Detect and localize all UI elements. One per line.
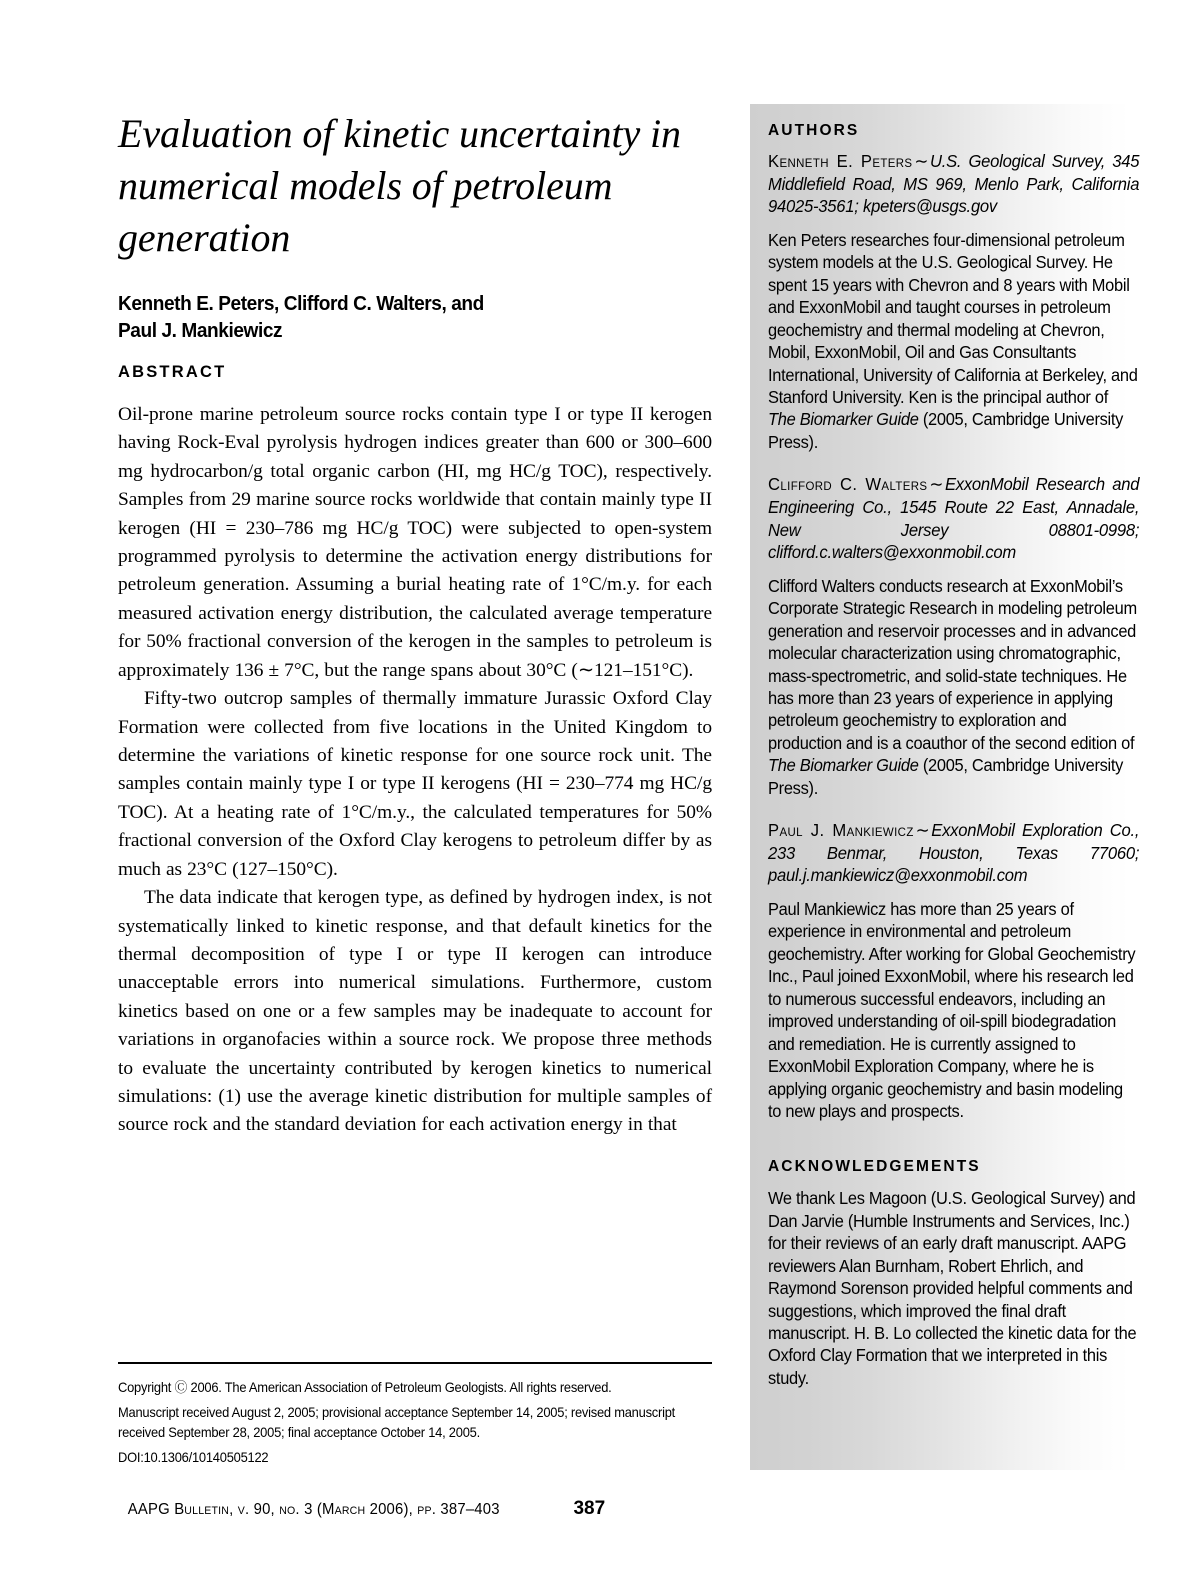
journal-citation: AAPG Bulletin, v. 90, no. 3 (March 2006), pp. 387–403 bbox=[127, 1501, 500, 1518]
author-affiliation: ExxonMobil Research and Engineering Co., 1545 Route 22 East, Annadale, New Jersey 08801-0998; clifford.c.walters@exxonmobil.com bbox=[768, 474, 1140, 563]
byline bbox=[118, 290, 670, 345]
book-title: The Biomarker Guide bbox=[768, 755, 919, 776]
author-name: Clifford C. Walters bbox=[768, 474, 928, 495]
abstract-section bbox=[118, 363, 712, 1140]
abstract-paragraph: Fifty-two outcrop samples of thermally immature Jurassic Oxford Clay Formation were collected from five locations in the United Kingdom to determine the variations of kinetic response for one source rock unit. The samples contain mainly type I or type II kerogens (HI = 230–774 mg HC/g TOC). At a heating rate of 1°C/m.y., the calculated temperatures for 50% fractional conversion of the Oxford Clay kerogens to petroleum differ by as much as 23°C (127–150°C). bbox=[118, 688, 712, 880]
author-affiliation: ExxonMobil Exploration Co., 233 Benmar, Houston, Texas 77060; paul.j.mankiewicz@exxonmobil.com bbox=[768, 820, 1140, 886]
author-name: Kenneth E. Peters bbox=[768, 151, 913, 171]
authors-heading: AUTHORS bbox=[768, 122, 860, 139]
authors-sidebar bbox=[750, 104, 1145, 1470]
author-bio-text: (2005, Cambridge University Press). bbox=[768, 409, 1124, 452]
author-bio-text: Clifford Walters conducts research at ExxonMobil’s Corporate Strategic Research in modeling petroleum generation and reservoir processes and in advanced molecular characterization using chromatographic, mass-spectrometric, and solid-state techniques. He has more than 23 years of experience in applying petroleum geochemistry to exploration and production and is a coauthor of the second edition of bbox=[768, 575, 1137, 753]
author-bio bbox=[768, 898, 1139, 1122]
page-title: Evaluation of kinetic uncertainty in numerical models of petroleum generation bbox=[118, 111, 681, 260]
author-bio-text: (2005, Cambridge University Press). bbox=[768, 755, 1124, 798]
author-bio bbox=[768, 229, 1139, 453]
copyright-line: Copyright Ⓒ 2006. The American Association of Petroleum Geologists. All rights reserved. bbox=[118, 1380, 612, 1395]
author-bio-text: Ken Peters researches four-dimensional petroleum system models at the U.S. Geological Survey. He spent 15 years with Chevron and 8 years with Mobil and ExxonMobil and taught courses in petroleum geochemistry and thermal modeling at Chevron, Mobil, ExxonMobil, Oil and Gas Consultants International, University of California at Berkeley, and Stanford University. Ken is the principal author of bbox=[768, 229, 1138, 407]
acknowledgements-heading: ACKNOWLEDGEMENTS bbox=[768, 1158, 981, 1176]
abstract-paragraph: Oil-prone marine petroleum source rocks contain type I or type II kerogen having Rock-Eval pyrolysis hydrogen indices greater than 600 or 300–600 mg hydrocarbon/g total organic carbon (HI, mg HC/g TOC), respectively. Samples from 29 marine source rocks worldwide that contain mainly type II kerogen (HI = 230–786 mg HC/g TOC) were subjected to open-system programmed pyrolysis to determine the activation energy distributions for petroleum generation. Assuming a burial heating rate of 1°C/m.y. for each measured activation energy distribution, the calculated average temperature for 50% fractional conversion of the kerogen in the samples to petroleum is approximately 136 ± 7°C, but the range spans about 30°C (∼121–151°C). bbox=[118, 403, 712, 681]
author-entry bbox=[768, 473, 1139, 564]
page-footer bbox=[120, 1498, 720, 1520]
manuscript-dates-line: Manuscript received August 2, 2005; provisional acceptance September 14, 2005; revised manuscript received September 28, 2005; final acceptance October 14, 2005. bbox=[118, 1404, 675, 1441]
page-number: 387 bbox=[573, 1498, 606, 1519]
byline-line-2: Paul J. Mankiewicz bbox=[118, 319, 283, 343]
tilde-separator: ∼ bbox=[915, 820, 930, 841]
abstract-paragraph: The data indicate that kerogen type, as defined by hydrogen index, is not systematically linked to kinetic response, and that default kinetics for the thermal decomposition of type I or type II kerogen can introduce unacceptable errors into numerical simulations. Furthermore, custom kinetics based on one or a few samples may be inadequate to account for variations in organofacies within a source rock. We propose three methods to evaluate the uncertainty contributed by kerogen kinetics to numerical simulations: (1) use the average kinetic distribution for multiple samples of source rock and the standard deviation for each activation energy in that bbox=[118, 887, 712, 1136]
author-entry bbox=[768, 150, 1139, 218]
footnote-divider bbox=[118, 1362, 712, 1364]
tilde-separator: ∼ bbox=[914, 151, 929, 171]
byline-line-1: Kenneth E. Peters, Clifford C. Walters, and bbox=[118, 292, 484, 315]
tilde-separator: ∼ bbox=[929, 474, 944, 495]
author-bio-text: Paul Mankiewicz has more than 25 years of experience in environmental and petroleum geochemistry. After working for Global Geochemistry Inc., Paul joined ExxonMobil, where his research led to numerous successful endeavors, including an improved understanding of oil-spill biodegradation and remediation. He is currently assigned to ExxonMobil Exploration Company, where he is applying organic geochemistry and basin modeling to new plays and prospects. bbox=[768, 899, 1136, 1121]
main-column bbox=[118, 108, 712, 1140]
author-entry bbox=[768, 819, 1139, 887]
abstract-heading: ABSTRACT bbox=[118, 362, 227, 381]
acknowledgements-body: We thank Les Magoon (U.S. Geological Survey) and Dan Jarvie (Humble Instruments and Services, Inc.) for their reviews of an early draft manuscript. AAPG reviewers Alan Burnham, Robert Ehrlich, and Raymond Sorenson provided helpful comments and suggestions, which improved the final draft manuscript. H. B. Lo collected the kinetic data for the Oxford Clay Formation that we interpreted in this study. bbox=[768, 1188, 1137, 1388]
author-name: Paul J. Mankiewicz bbox=[768, 820, 914, 841]
doi-line: DOI:10.1306/10140505122 bbox=[118, 1449, 269, 1465]
copyright-block bbox=[118, 1378, 692, 1469]
author-bio bbox=[768, 575, 1139, 799]
book-title: The Biomarker Guide bbox=[768, 409, 919, 430]
sidebar-content bbox=[768, 122, 1140, 1389]
author-affiliation: U.S. Geological Survey, 345 Middlefield Road, MS 969, Menlo Park, California 94025-3561; kpeters@usgs.gov bbox=[768, 151, 1140, 217]
